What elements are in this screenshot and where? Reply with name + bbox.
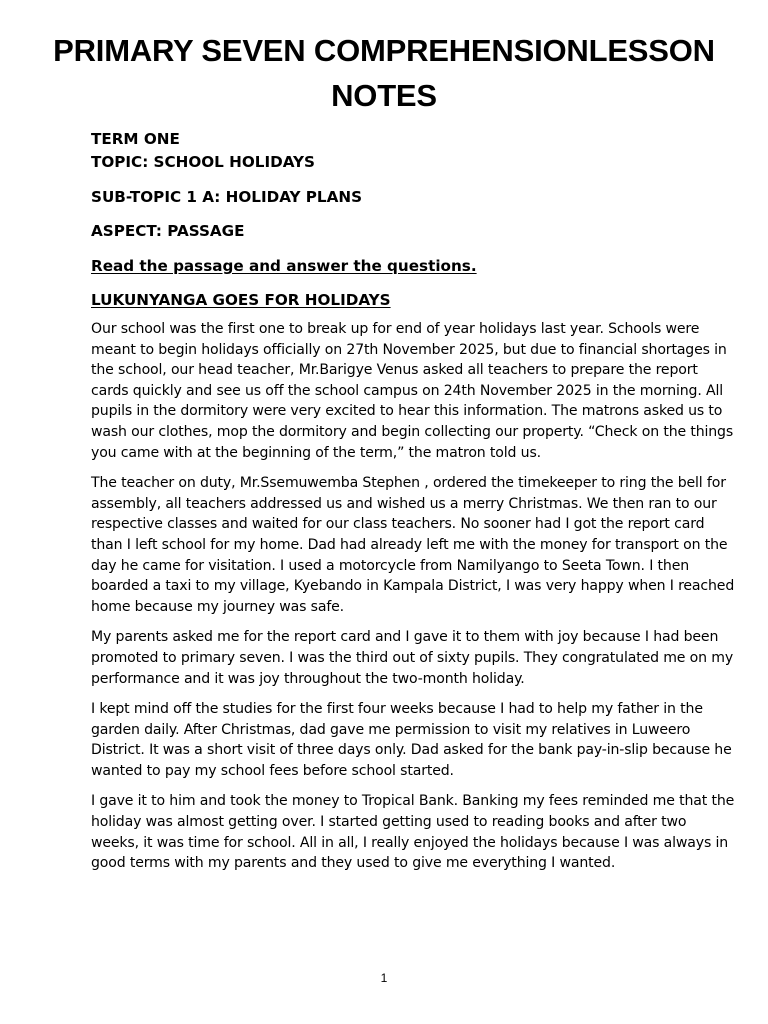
passage-paragraph-5: I gave it to him and took the money to Tropical Bank. Banking my fees reminded me that the holiday was almost getting over. I started getting used to reading books and after two weeks, it was time for school. All in all, I really enjoyed the holidays because I was always in good terms with my parents and they used to give me everything I wanted. bbox=[91, 793, 735, 872]
passage-paragraph-2: The teacher on duty, Mr.Ssemuwemba Stephen , ordered the timekeeper to ring the bell for assembly, all teachers addressed us and wished us a merry Christmas. We then ran to our respective classes and waited for our class teachers. No sooner had I got the report card than I left school for my home. Dad had already left me with the money for transport on the day he came for visitation. I used a motorcycle from Namilyango to Seeta Town. I then boarded a taxi to my village, Kyebando in Kampala District, I was very happy when I reached home because my journey was safe. bbox=[91, 475, 735, 615]
term-heading: TERM ONE bbox=[91, 130, 180, 148]
passage-paragraph-3: My parents asked me for the report card and I gave it to them with joy because I had been promoted to primary seven. I was the third out of sixty pupils. They congratulated me on my performance and it was joy throughout the two-month holiday. bbox=[91, 629, 734, 687]
document-title: PRIMARY SEVEN COMPREHENSIONLESSON NOTES bbox=[53, 33, 715, 113]
subtopic-heading: SUB-TOPIC 1 A: HOLIDAY PLANS bbox=[91, 188, 363, 206]
aspect-heading: ASPECT: PASSAGE bbox=[91, 222, 245, 240]
page-number: 1 bbox=[380, 971, 388, 985]
passage-paragraph-4: I kept mind off the studies for the first four weeks because I had to help my father in the garden daily. After Christmas, dad gave me permission to visit my relatives in Luweero District. It was a short visit of three days only. Dad asked for the bank pay-in-slip because he wanted to pay my school fees before school started. bbox=[91, 701, 732, 779]
passage-paragraph-1: Our school was the first one to break up for end of year holidays last year. Schools were meant to begin holidays officially on 27th November 2025, but due to financial shortages in the school, our head teacher, Mr.Barigye Venus asked all teachers to prepare the report cards quickly and see us off the school campus on 24th November 2025 in the morning. All pupils in the dormitory were very excited to hear this information. The matrons asked us to wash our clothes, mop the dormitory and begin collecting our property. “Check on the things you came with at the beginning of the term,” the matron told us. bbox=[91, 321, 734, 461]
passage-title: LUKUNYANGA GOES FOR HOLIDAYS bbox=[91, 291, 391, 309]
instruction-heading: Read the passage and answer the questions. bbox=[91, 257, 477, 275]
topic-heading: TOPIC: SCHOOL HOLIDAYS bbox=[91, 153, 315, 171]
document-content bbox=[91, 128, 736, 874]
